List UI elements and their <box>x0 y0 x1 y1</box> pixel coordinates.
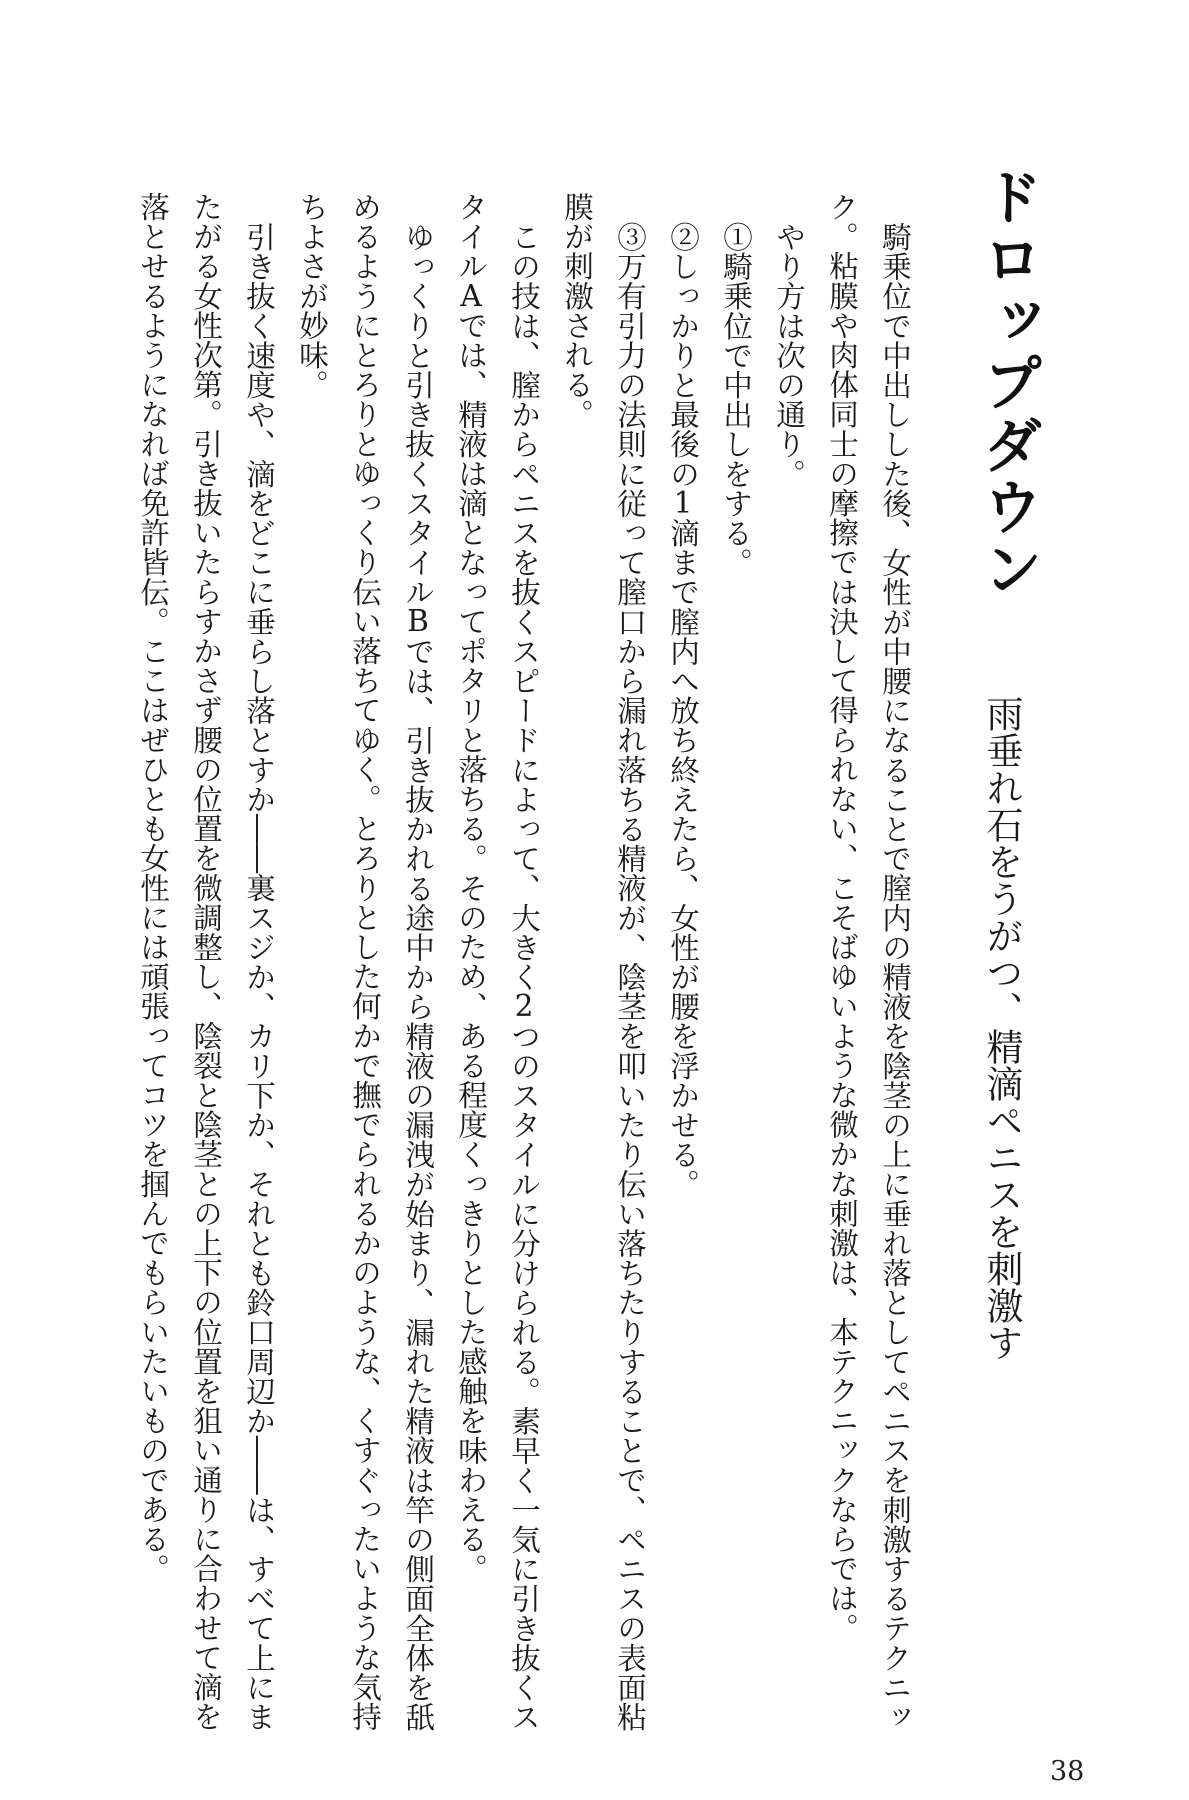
text-column: 騎乗位で中出しした後、女性が中腰になることで膣内の精液を陰茎の上に垂れ落としてペニスを刺激するテクニッ <box>878 221 912 1732</box>
text-column: ゆっくりと引き抜くスタイルBでは、引き抜かれる途中から精液の漏洩が始まり、漏れた精液は竿の側面全体を舐 <box>401 221 435 1732</box>
section-title: ドロップダウン <box>973 166 1043 600</box>
text-column: たがる女性次第。引き抜いたらすかさず腰の位置を微調整し、陰裂と陰茎との上下の位置を狙い通りに合わせて滴を <box>189 192 223 1732</box>
page-number: 38 <box>1050 1756 1085 1787</box>
list-item: ③万有引力の法則に従って膣口から漏れ落ちる精液が、陰茎を叩いたり伝い落ちたりすることで、ペニスの表面粘 <box>613 221 647 1732</box>
text-column: ちよさが妙味。 <box>295 192 329 400</box>
text-column: 引き抜く速度や、滴をどこに垂らし落とすか――裏スジか、カリ下か、それとも鈴口周辺か――は、すべて上にま <box>242 221 276 1732</box>
text-column: やり方は次の通り。 <box>772 221 806 488</box>
text-column: 落とせるようになれば免許皆伝。ここはぜひとも女性には頑張ってコツを掴んでもらいたいものである。 <box>136 192 170 1584</box>
body-text <box>126 192 921 1732</box>
text-column: ク。粘膜や肉体同士の摩擦では決して得られない、こそばゆいような微かな刺激は、本テクニックならでは。 <box>825 192 859 1643</box>
text-column: タイルAでは、精液は滴となってポタリと落ちる。そのため、ある程度くっきりとした感触を味わえる。 <box>454 192 488 1584</box>
list-item: ②しっかりと最後の1滴まで膣内へ放ち終えたら、女性が腰を浮かせる。 <box>666 221 700 1199</box>
section-subtitle: 雨垂れ石をうがつ、精滴ペニスを刺激す <box>980 695 1023 1361</box>
text-column: この技は、膣からペニスを抜くスピードによって、大きく2つのスタイルに分けられる。素早く一気に引き抜くス <box>507 221 541 1732</box>
text-column: めるようにとろりとゆっくり伝い落ちてゆく。とろりとした何かで撫でられるかのような、くすぐったいような気持 <box>348 192 382 1732</box>
list-item: ①騎乗位で中出しをする。 <box>719 221 753 577</box>
text-column: 膜が刺激される。 <box>560 192 594 429</box>
